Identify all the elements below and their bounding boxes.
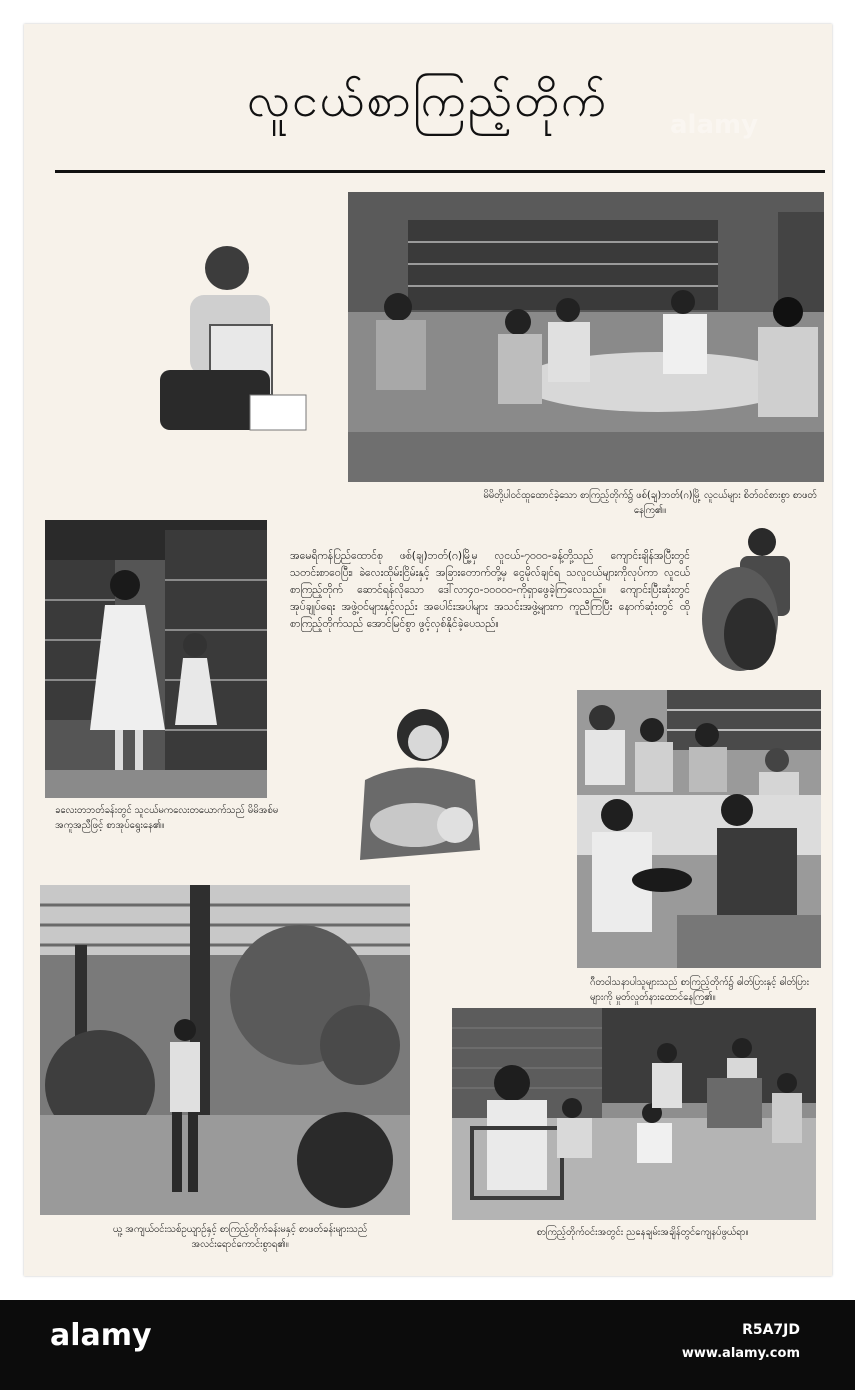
photo-patio-reading	[452, 1008, 816, 1220]
caption-patio: စာကြည့်တိုက်ဝင်းအတွင်း ညနေချမ်းအချိန်တွင်ကျေနပ်ဖွယ်ရာ။	[536, 1227, 749, 1238]
caption-shelves: ခလေးတဘတ်ခန်းတွင် သူငယ်မကလေးတယောက်သည် မိမိအစ်မအကူအညီဖြင့် စာအုပ်ရွေးနေ၏။	[55, 805, 279, 831]
photo-girls-at-shelves	[45, 520, 267, 798]
stock-image-id: R5A7JD	[742, 1322, 800, 1338]
photo-garden-window	[40, 885, 410, 1215]
photo-boy-with-book	[150, 240, 308, 432]
stock-url: www.alamy.com	[681, 1346, 800, 1361]
photo-boy-with-roll	[690, 524, 802, 676]
photo-listening-room	[577, 690, 821, 968]
watermark: alamy	[670, 110, 759, 140]
caption-reading-room: မိမိတို့ပါဝင်ထူထောင်ခဲ့သော စာကြည့်တိုက်၌ ဖစ်(ချ)ဘတ်(ဂ)မြို့ လူငယ်များ စိတ်ဝင်စားစွာ စာဖတ်နေကြ၏။	[483, 490, 817, 516]
intro-paragraph: အမေရိကန်ပြည်ထောင်စု ဖစ်(ချ)ဘတ်(ဂ)မြို့မှ လူငယ်-၇၀၀၀-ခန့်တို့သည် ကျောင်းချိန်အပြီးတွင် သတင်းစာဝေပြီး၊ ခဲလေးထိုမ်းငြိမ်းနှင့် အခြားတောက်တို့မှ ငွေမိုလ်ချင်ရ သလူငယ်များကိုလုပ်ကာ လူငယ်စာကြည့်တိုက် ဆောင်ရန်လိုသော ဒေါ်လာ၄၀-၁၀၀၀၀-ကိုရှာဖွေခဲ့ကြလေသည်။ ကျောင်းပြီးဆုံးတွင် အုပ်ချုပ်ရေး အဖွဲ့ဝင်များနှင့်လည်း အပေါင်းအပါများ အသင်းအဖွဲ့များက ကူညီကြပြီး နောက်ဆုံးတွင် ထိုစာကြည့်တိုက်သည် အောင်မြင်စွာ ဖွင့်လှစ်နိုင်ခဲ့ပေသည်။	[290, 550, 690, 630]
stock-logo: alamy	[50, 1318, 152, 1353]
photo-reading-room	[348, 192, 824, 482]
caption-listening: ဂီတဝါသနာပါသူများသည် စာကြည့်တိုက်၌ ဓါတ်ပြားနှင့် ဓါတ်ပြားများကို မှုတ်လှုတ်နားထောင်နေကြ၏။	[590, 977, 810, 1003]
title-rule	[55, 170, 825, 173]
caption-garden: ယူ့ အကျယ်ဝင်းသစ်ဥယျာဉ်နှင့် စာကြည့်တိုက်ခန်းမနှင့် စာဖတ်ခန်းများသည် အလင်းရောင်ကောင်းစွာရ၏။	[112, 1224, 368, 1250]
photo-mother-and-baby	[345, 700, 487, 872]
poster-title: လူငယ်စာကြည့်တိုက်	[246, 73, 609, 127]
